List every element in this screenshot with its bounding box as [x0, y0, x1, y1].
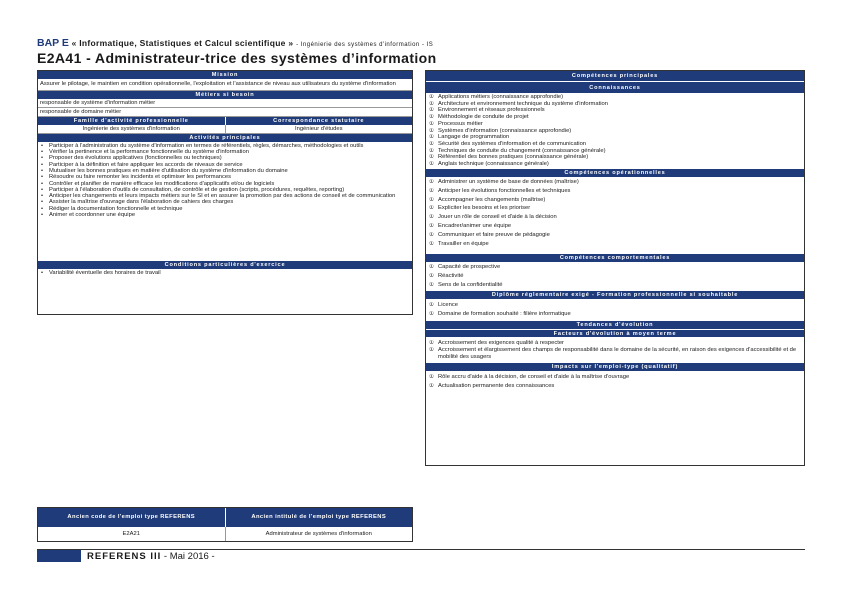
famille-value: Ingénierie des systèmes d'information [38, 125, 225, 134]
referens-header-row [38, 508, 412, 527]
list-item: ① Réactivité [429, 272, 802, 281]
list-item: ① Référentiel des bonnes pratiques (connaissance générale) [429, 154, 802, 161]
list-item: ① Accroissement des exigences qualité à respecter [429, 339, 802, 348]
list-item: • Résoudre ou faire remonter les incidents et optimiser les performances [41, 174, 410, 180]
impacts-header: Impacts sur l'emploi-type (qualitatif) [426, 363, 804, 371]
right-column [425, 70, 805, 466]
bap-subtitle: - Ingénierie des systèmes d'information - IS [296, 42, 434, 48]
page-title: E2A41 - Administrateur-trice des systèmes d’information [37, 50, 437, 66]
mission-text: Assurer le pilotage, le maintien en condition opérationnelle, l'exploitation et l'assistance de niveau aux utilisateurs du système d'information [38, 79, 412, 91]
list-item: ① Systèmes d'information (connaissance approfondie) [429, 128, 802, 135]
list-item: ① Accompagner les changements (maîtrise) [429, 196, 802, 205]
footer-date: - Mai 2016 - [161, 551, 215, 562]
bap-header [37, 37, 433, 49]
bap-code: BAP E [37, 37, 69, 49]
list-item: ① Langage de programmation [429, 134, 802, 141]
list-item: • Variabilité éventuelle des horaires de travail [41, 270, 410, 276]
list-item: • Proposer des évolutions applicatives (fonctionnelles ou techniques) [41, 155, 410, 161]
footer-brand: REFERENS III [87, 551, 162, 562]
list-item: • Mutualiser les bonnes pratiques en matière d'utilisation du système d'information du domaine [41, 168, 410, 174]
list-item: • Rédiger la documentation fonctionnelle et technique [41, 206, 410, 212]
list-item: ① Anticiper les évolutions fonctionnelles et techniques [429, 187, 802, 196]
metiers-header: Métiers si besoin [38, 91, 412, 99]
old-code-value: E2A21 [122, 531, 140, 537]
bap-name: « Informatique, Statistiques et Calcul scientifique » [68, 38, 297, 48]
list-item: ① Techniques de conduite du changement (connaissance générale) [429, 148, 802, 155]
famille-header-row [38, 117, 412, 125]
list-item: ① Accroissement et élargissement des champs de responsabilité dans le domaine de la sécurité, en raison des exigences d'accessibilité et de mobilité des usagers [429, 347, 802, 361]
metiers-item: responsable de système d'information métier [38, 99, 412, 108]
list-item: • Contrôler et planifier de manière efficace les modifications d'applicatifs et/ou de logiciels [41, 181, 410, 187]
list-item: ① Anglais technique (connaissance générale) [429, 161, 802, 168]
operationnelles-list [426, 177, 804, 250]
impacts-list [426, 371, 804, 391]
old-title-header: Ancien intitulé de l'emploi type REFERENS [225, 508, 413, 527]
list-item: ① Licence [429, 301, 802, 310]
competences-header: Compétences principales [426, 71, 804, 81]
list-item: ① Architecture et environnement technique du système d'information [429, 101, 802, 108]
referens-value-row [38, 527, 412, 541]
list-item: ① Sens de la confidentialité [429, 281, 802, 290]
facteurs-header: Facteurs d'évolution à moyen terme [426, 329, 804, 337]
facteurs-list [426, 337, 804, 364]
list-item: ① Processus métier [429, 121, 802, 128]
metiers-item: responsable de domaine métier [38, 108, 412, 117]
list-item: • Vérifier la pertinence et la performance fonctionnelle du système d'information [41, 149, 410, 155]
list-item: ① Expliciter les besoins et les prioriser [429, 204, 802, 213]
correspondance-value: Ingénieur d'études [225, 125, 413, 134]
activites-header: Activités principales [38, 134, 412, 142]
comportementales-list [426, 262, 804, 291]
list-item: ① Communiquer et faire preuve de pédagogie [429, 231, 802, 240]
left-column [37, 70, 413, 315]
referens-table [37, 507, 413, 542]
footer-text [87, 551, 215, 562]
operationnelles-header: Compétences opérationnelles [426, 169, 804, 177]
famille-value-row [38, 125, 412, 134]
list-item: • Animer et coordonner une équipe [41, 212, 410, 218]
page-footer [37, 549, 805, 561]
conditions-header: Conditions particulières d'exercice [38, 261, 412, 269]
list-item: ① Environnement et réseaux professionnels [429, 107, 802, 114]
list-item: ① Sécurité des systèmes d'information et de communication [429, 141, 802, 148]
list-item: ① Administrer un système de base de données (maîtrise) [429, 178, 802, 187]
connaissances-list [426, 93, 804, 169]
comportementales-header: Compétences comportementales [426, 254, 804, 262]
list-item: ① Méthodologie de conduite de projet [429, 114, 802, 121]
old-title-value: Administrateur de systèmes d'information [225, 527, 413, 541]
list-item: ① Applications métiers (connaissance approfondie) [429, 94, 802, 101]
diplome-header: Diplôme réglementaire exigé - Formation professionnelle si souhaitable [426, 291, 804, 299]
list-item: • Participer à l'élaboration d'outils de consultation, de contrôle et de gestion (scripts, procédures, requêtes, reporting) [41, 187, 410, 193]
list-item: ① Rôle accru d'aide à la décision, de conseil et d'aide à la maîtrise d'ouvrage [429, 373, 802, 382]
list-item: • Assister la maîtrise d'ouvrage dans l'élaboration de cahiers des charges [41, 199, 410, 205]
old-code-header: Ancien code de l'emploi type REFERENS [67, 514, 196, 520]
footer-accent-block [37, 550, 81, 562]
list-item: ① Actualisation permanente des connaissances [429, 382, 802, 391]
list-item: • Participer à la définition et faire appliquer les accords de niveaux de service [41, 162, 410, 168]
list-item: ① Capacité de prospective [429, 263, 802, 272]
list-item: • Participer à l'administration du système d'information en termes de référentiels, règles, démarches, méthodologies et outils [41, 143, 410, 149]
connaissances-header: Connaissances [426, 81, 804, 93]
correspondance-header: Correspondance statutaire [225, 117, 413, 125]
list-item: • Anticiper les changements et leurs impacts métiers sur le SI et en assurer la promotion par des actions de conseil et de communication [41, 193, 410, 199]
diplome-list [426, 299, 804, 321]
famille-header: Famille d'activité professionnelle [38, 117, 225, 125]
mission-header: Mission [38, 71, 412, 79]
conditions-list [38, 269, 412, 277]
list-item: ① Encadrer/animer une équipe [429, 222, 802, 231]
list-item: ① Travailler en équipe [429, 240, 802, 249]
list-item: ① Domaine de formation souhaité : filière informatique [429, 310, 802, 319]
list-item: ① Jouer un rôle de conseil et d'aide à la décision [429, 213, 802, 222]
tendances-header: Tendances d'évolution [426, 321, 804, 329]
activites-list [38, 142, 412, 257]
